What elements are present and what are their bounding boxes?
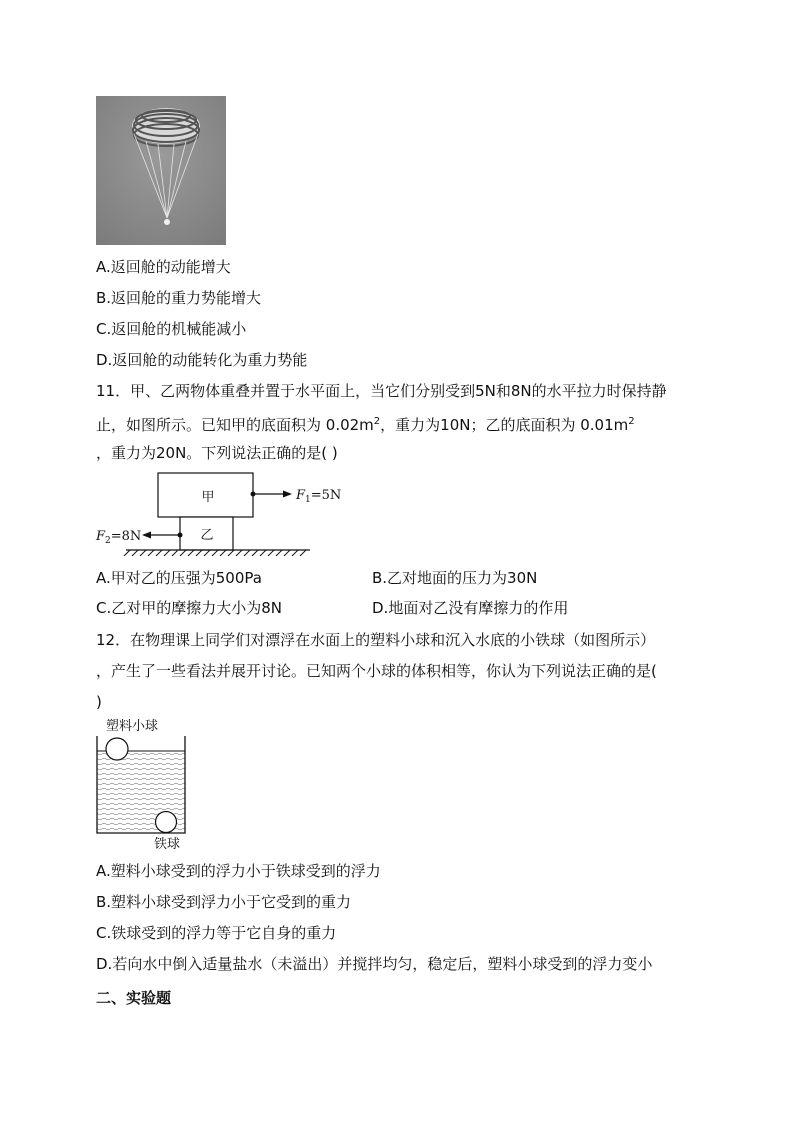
q12-stem-line3: ) — [96, 693, 102, 711]
q12-stem-line1: 12．在物理课上同学们对漂浮在水面上的塑料小球和沉入水底的小铁球（如图所示） — [96, 631, 656, 649]
q10-option-a: A.返回舱的动能增大 — [96, 258, 231, 276]
q10-option-d: D.返回舱的动能转化为重力势能 — [96, 351, 308, 369]
q10-option-b: B.返回舱的重力势能增大 — [96, 289, 262, 307]
block-jia-label: 甲 — [201, 490, 215, 505]
ground-hatch — [124, 550, 306, 556]
q11-option-d: D.地面对乙没有摩擦力的作用 — [372, 599, 569, 617]
q12-figure — [94, 716, 194, 852]
q11-stem-line3: ，重力为20N。下列说法正确的是( ) — [96, 444, 338, 462]
label-iron-ball: 铁球 — [154, 837, 181, 852]
q11-stem-line2: 止，如图所示。已知甲的底面积为 $0.02m^2$，重力为10N；乙的底面积为 $0.01m^2$ — [96, 416, 635, 434]
q10-option-c: C.返回舱的机械能减小 — [96, 320, 247, 338]
q12-option-a: A.塑料小球受到的浮力小于铁球受到的浮力 — [96, 862, 381, 880]
f2-label: $F_2=8N$ — [96, 529, 142, 546]
section-title-experiment: 二、实验题 — [96, 989, 172, 1007]
q11-figure — [90, 470, 350, 556]
block-yi-label: 乙 — [200, 528, 214, 543]
plastic-ball — [106, 738, 128, 760]
q12-option-d: D.若向水中倒入适量盐水（未溢出）并搅拌均匀，稳定后，塑料小球受到的浮力变小 — [96, 955, 653, 973]
q12-option-c: C.铁球受到的浮力等于它自身的重力 — [96, 924, 337, 942]
iron-ball — [156, 812, 177, 833]
q11-stem-line1: 11．甲、乙两物体重叠并置于水平面上，当它们分别受到5N和8N的水平拉力时保持静 — [96, 382, 667, 400]
f1-label: $F_1=5N$ — [296, 488, 342, 505]
label-plastic-ball: 塑料小球 — [106, 719, 159, 734]
q11-option-c: C.乙对甲的摩擦力大小为8N — [96, 599, 283, 617]
q12-option-b: B.塑料小球受到浮力小于它受到的重力 — [96, 893, 352, 911]
q11-option-a: A.甲对乙的压强为500Pa — [96, 569, 262, 587]
q11-option-b: B.乙对地面的压力为30N — [372, 569, 538, 587]
parachute-photo — [96, 96, 226, 245]
q12-stem-line2: ，产生了一些看法并展开讨论。已知两个小球的体积相等，你认为下列说法正确的是( — [96, 662, 657, 680]
